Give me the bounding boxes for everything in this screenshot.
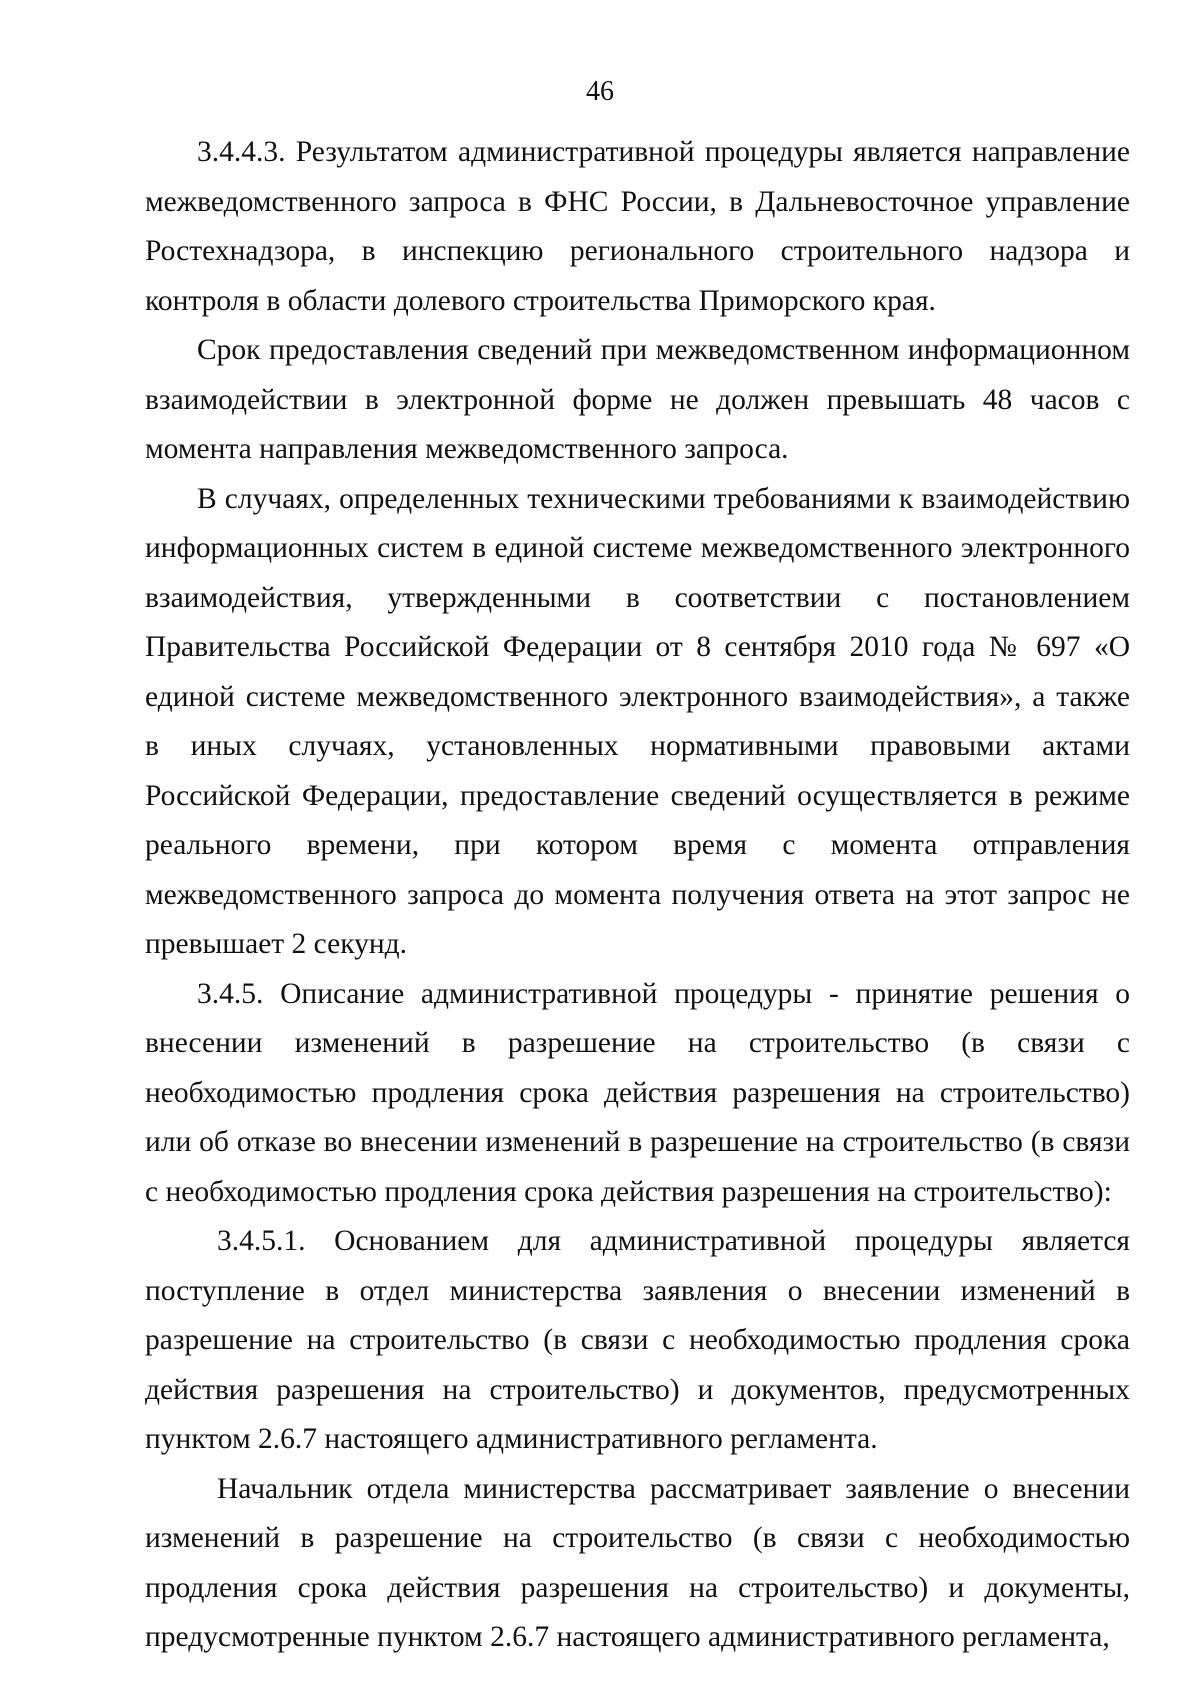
paragraph-department-head: Начальник отдела министерства рассматривает заявление о внесении изменений в разрешение на строительство (в связи с необходимостью продления срока действия разрешения на строительство) и документы, предусмотренные пунктом 2.6.7 настоящего административного регламента,: [145, 1472, 1130, 1653]
page-number: 46: [586, 76, 614, 107]
document-body: [145, 128, 1130, 1663]
paragraph-3-4-5-1: 3.4.5.1. Основанием для административной процедуры является поступление в отдел министерства заявления о внесении изменений в разрешение на строительство (в связи с необходимостью продления срока действия разрешения на строительство) и документов, предусмотренных пунктом 2.6.7 настоящего административного регламента.: [145, 1225, 1130, 1455]
paragraph-real-time-cases: В случаях, определенных техническими требованиями к взаимодействию информационных систем в единой системе межведомственного электронного взаимодействия, утвержденными в соответствии с постановлением Правительства Российской Федерации от 8 сентября 2010 года № 697 «О единой системе межведомственного электронного взаимодействия», а также в иных случаях, установленных нормативными правовыми актами Российской Федерации, предоставление сведений осуществляется в режиме реального времени, при котором время с момента отправления межведомственного запроса до момента получения ответа на этот запрос не превышает 2 секунд.: [145, 482, 1130, 960]
paragraph-response-time: Срок предоставления сведений при межведомственном информационном взаимодействии в электронной форме не должен превышать 48 часов с момента направления межведомственного запроса.: [145, 334, 1130, 465]
paragraph-3-4-4-3: 3.4.4.3. Результатом административной процедуры является направление межведомственного запроса в ФНС России, в Дальневосточное управление Ростехнадзора, в инспекцию регионального строительного надзора и контроля в области долевого строительства Приморского края.: [145, 136, 1130, 317]
paragraph-3-4-5: 3.4.5. Описание административной процедуры - принятие решения о внесении изменений в разрешение на строительство (в связи с необходимостью продления срока действия разрешения на строительство) или об отказе во внесении изменений в разрешение на строительство (в связи с необходимостью продления срока действия разрешения на строительство):: [145, 977, 1130, 1208]
